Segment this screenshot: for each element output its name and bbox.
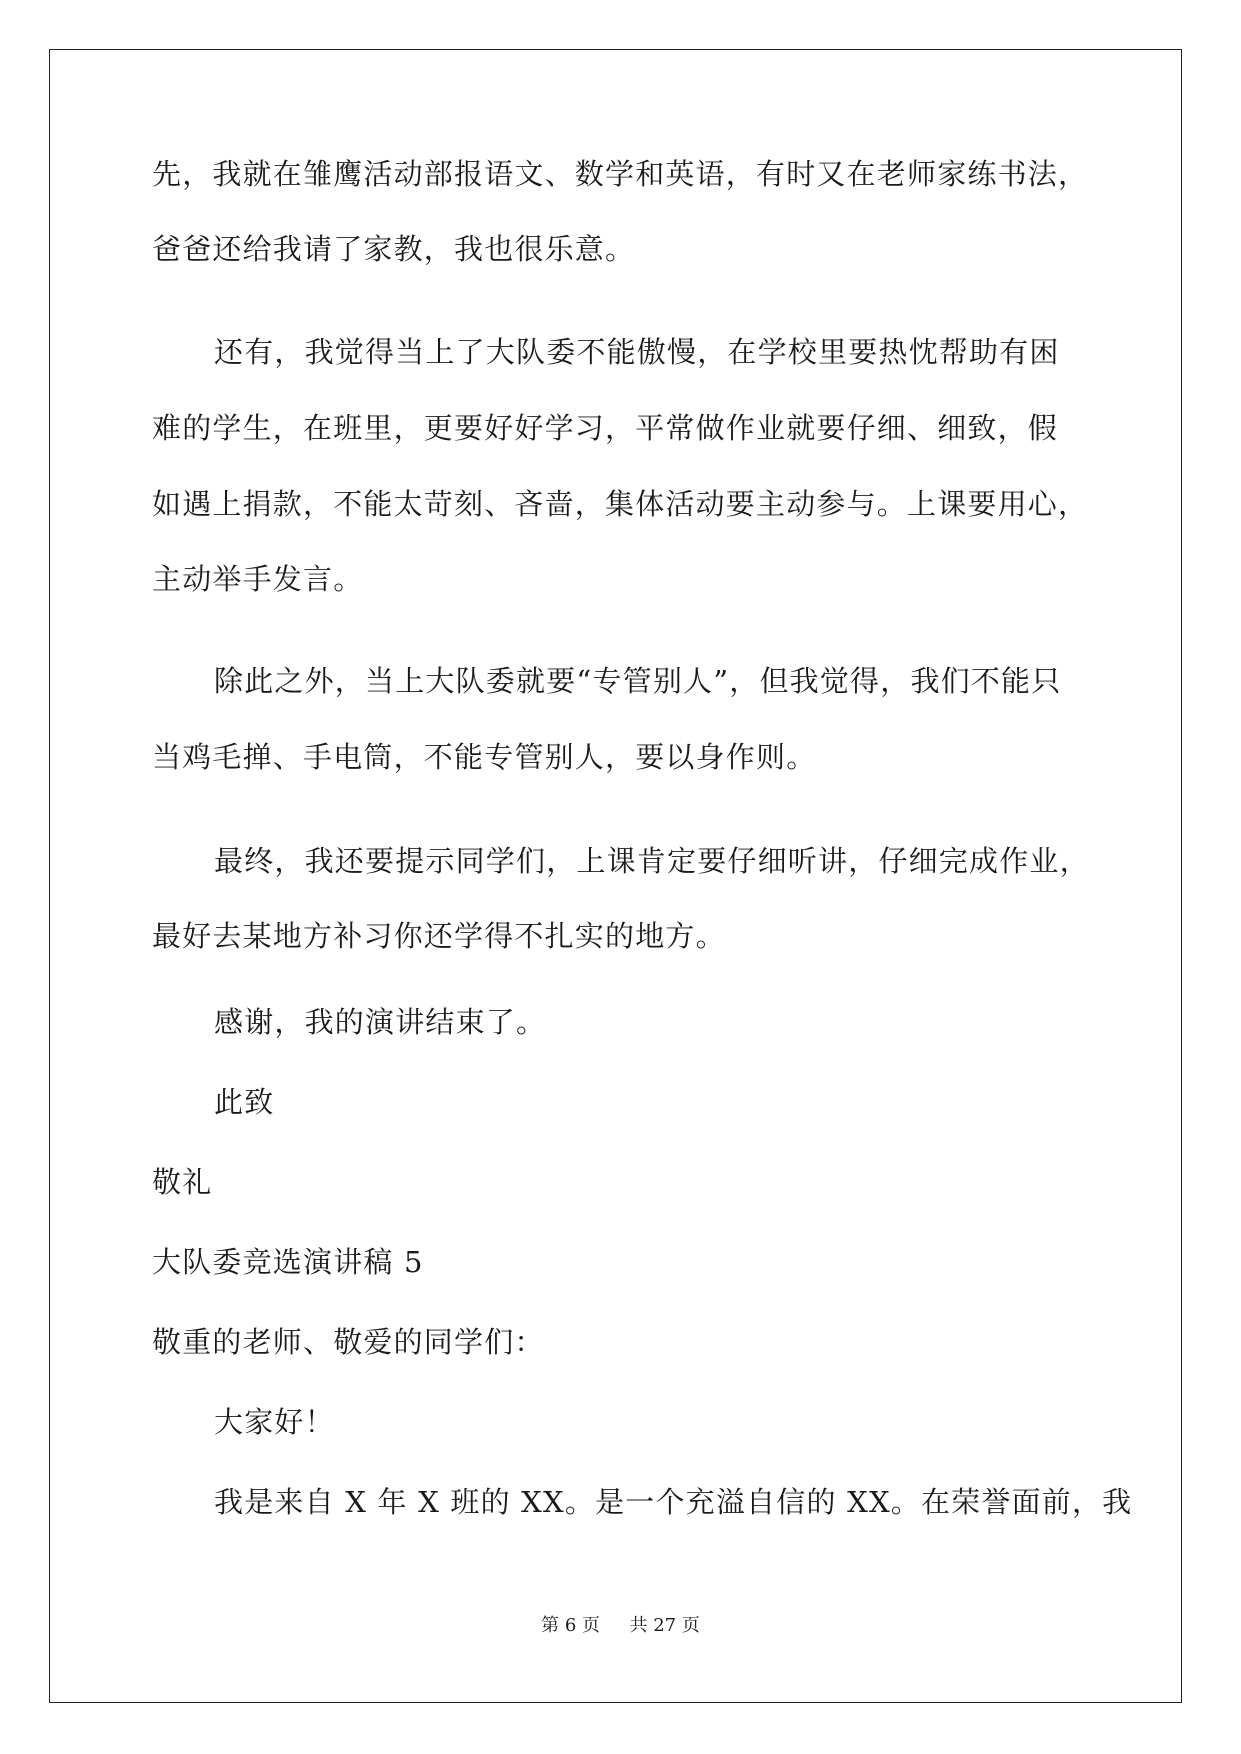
text-line-8: 当鸡毛掸、手电筒，不能专管别人，要以身作则。 <box>152 740 817 774</box>
page-footer <box>0 1614 1241 1638</box>
closing-line-2: 敬礼 <box>152 1165 213 1199</box>
paragraph-line-11: 感谢，我的演讲结束了。 <box>214 1005 547 1039</box>
paragraph-start-line-17: 我是来自 X 年 X 班的 XX。是一个充溢自信的 XX。在荣誉面前，我 <box>214 1485 1133 1519</box>
greeting-line: 大家好！ <box>214 1405 335 1439</box>
paragraph-start-line-7: 除此之外，当上大队委就要“专管别人”，但我觉得，我们不能只 <box>214 664 1062 698</box>
text-line-1: 先，我就在雏鹰活动部报语文、数学和英语，有时又在老师家练书法， <box>152 157 1089 191</box>
text-line-5: 如遇上捐款，不能太苛刻、吝啬，集体活动要主动参与。上课要用心， <box>152 487 1089 521</box>
text-line-10: 最好去某地方补习你还学得不扎实的地方。 <box>152 919 726 953</box>
salutation-line: 敬重的老师、敬爱的同学们： <box>152 1325 545 1359</box>
text-line-2: 爸爸还给我请了家教，我也很乐意。 <box>152 232 636 266</box>
closing-line-1: 此致 <box>214 1085 275 1119</box>
text-line-6: 主动举手发言。 <box>152 562 364 596</box>
section-heading: 大队委竞选演讲稿 5 <box>152 1245 424 1279</box>
paragraph-start-line-3: 还有，我觉得当上了大队委不能傲慢，在学校里要热忱帮助有困 <box>214 335 1060 369</box>
paragraph-start-line-9: 最终，我还要提示同学们，上课肯定要仔细听讲，仔细完成作业， <box>214 844 1090 878</box>
page-number-current: 第 6 页 <box>541 1615 601 1636</box>
page-number-total: 共 27 页 <box>629 1615 700 1636</box>
text-line-4: 难的学生，在班里，更要好好学习，平常做作业就要仔细、细致，假 <box>152 411 1059 445</box>
